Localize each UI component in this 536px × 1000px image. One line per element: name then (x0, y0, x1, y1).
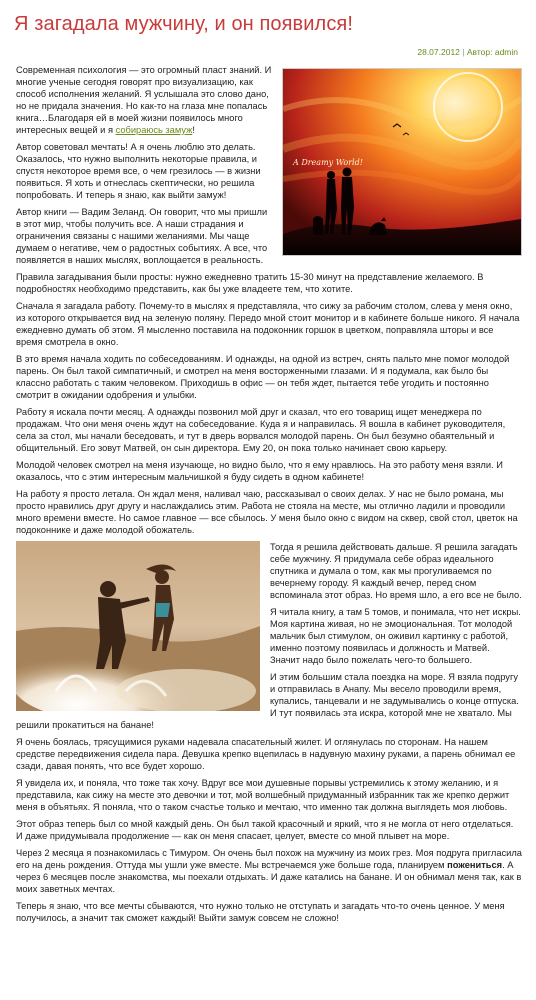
paragraph-3: Автор книги — Вадим Зеланд. Он говорит, что мы пришли в этот мир, чтобы получить все. А наши страдания и ограничения связаны с нашими желаниями. Мы чаще думаем о негативе, чем о радостных событиях. А все, что появляется в наших мыслях, воплощается в реальность. (16, 207, 268, 265)
get-married-bold: пожениться (447, 860, 503, 870)
paragraph-15: Этот образ теперь был со мной каждый день. Он был такой красочный и яркий, что я не могла от него отделаться. И даже придумывала продолжение — как он меня спасает, целует, вместе со мной плывет на море. (16, 819, 514, 841)
paragraph-9: На работу я просто летала. Он ждал меня, наливал чаю, рассказывал о своих делах. У нас не было романа, мы просто нравились друг другу и наслаждались этим. Работа не стояла на месте, мы отлично ладили и проводили много времени вместе. Но самое главное — все сбылось. У меня было окно с видом на сквер, свой стол, цветок на подоконнике и даже молодой обожатель. (16, 489, 518, 535)
paragraph-16: Через 2 месяца я познакомилась с Тимуром. Он очень был похож на мужчину из моих грез. Моя подруга пригласила его на день рождения. Оттуда мы ушли уже вместе. Мы встречаемся уже больше года, планируем пожениться. А через 6 месяцев после знакомства, мы поехали отдыхать. И даже катались на банане. И он обнимал меня так, как в моих заветных мечтах. (16, 848, 522, 894)
paragraph-10: Тогда я решила действовать дальше. Я решила загадать себе мужчину. Я придумала себе образ идеального спутника и думала о том, как мы прогуливаемся по вечернему городу. Я каждый вечер, перед сном вспоминала этот образ. Но время шло, а его все не было. (270, 542, 522, 600)
meta-separator: | (462, 47, 465, 57)
paragraph-13: Я очень боялась, трясущимися руками надевала спасательный жилет. И оглянулась по сторонам. На нашем средстве передвижения сидела пара. Девушка крепко вцепилась в надувную махину руками, а парень обнимал ее сзади, давая понять, что все будет хорошо. (16, 737, 516, 771)
article-author[interactable]: Автор: admin (466, 47, 518, 57)
paragraph-4: Правила загадывания были просты: нужно ежедневно тратить 15-30 минут на представление желаемого. В подробностях необходимо представить, как бы уже владеете тем, что хотите. (16, 272, 484, 294)
paragraph-17: Теперь я знаю, что все мечты сбываются, что нужно только не отступать и загадать что-то очень ценное. У меня получилось, а значит так сможет каждый! Выйти замуж совсем не сложно! (16, 901, 505, 923)
paragraph-11: Я читала книгу, а там 5 томов, и понимала, что нет искры. Моя картина живая, но не эмоциональная. Тот молодой мальчик был стимулом, он оживил картинку с работой, именно поэтому появилась и должность и Матвей. Значит надо было пожелать чего-то большего. (270, 607, 521, 665)
image-watermark: A Dreamy World! (293, 158, 363, 167)
paragraph-14: Я увидела их, и поняла, что тоже так хочу. Вдруг все мои душевные порывы устремились к этому желанию, и я представила, как сижу на месте это девочки и тот, мой волшебный придуманный избранник так же крепко держит меня в объятьях. Я поняла, что о таком счастье только и мечтаю, что именно так должна выглядеть моя любовь. (16, 778, 510, 812)
paragraph-2: Автор советовал мечтать! А я очень люблю это делать. Оказалось, что нужно выполнить некоторые правила, и спустя некоторое время все, о чем грезилось — в жизни появиться. Я хоть и отнеслась скептически, но решила попробовать. И теперь я знаю, как выйти замуж! (16, 142, 261, 200)
paragraph-8: Молодой человек смотрел на меня изучающе, но видно было, что я ему нравлюсь. На это работу меня взяли. И оказалось, что с этим интересным мальчишкой я буду сидеть в одном кабинете! (16, 460, 503, 482)
beach-couple-image (16, 541, 260, 711)
article-meta (417, 47, 518, 57)
article-body (16, 64, 522, 929)
article-date: 28.07.2012 (417, 47, 460, 57)
paragraph-12: И этим большим стала поездка на море. Я взяла подругу и отправилась в Анапу. Мы весело проводили время, купались, танцевали и не задумывались о конце отпуска. И тут появилась эта искра, которой мне не хватало. Мы решили прокатиться на банане! (16, 672, 519, 730)
paragraph-6: В это время начала ходить по собеседованиям. И однажды, на одной из встреч, снять пальто мне помог молодой парень. Он был такой симпатичный, и смотрел на меня восторженными глазами. И я подумала, как было бы классно работать с таким человеком. Приходишь в офис — он тебя ждет, пытается тебе угодить и постоянно смотрит в ожидании одобрения и улыбки. (16, 354, 510, 400)
article-title[interactable]: Я загадала мужчину, и он появился! (14, 13, 354, 35)
paragraph-1: Современная психология — это огромный пласт знаний. И многие ученые сегодня говорят про визуализацию, как способ исполнения желаний. Я услышала это слово дано, но не придала значения. Но как-то на глаза мне попалась книга…Благодаря ей в моей жизни появилось много интересных вещей и я собираюсь замуж! (16, 65, 272, 135)
get-married-link[interactable]: собираюсь замуж (115, 125, 193, 135)
paragraph-7: Работу я искала почти месяц. А однажды позвонил мой друг и сказал, что его товарищ ищет менеджера по продажам. Что они меня очень ждут на собеседование. Куда я и направилась. Я вошла в кабинет руководителя, села за стол, мы начали беседовать, и тут в дверь ворвался молодой парень. Он был безумно обаятельный и общительный. Его зовут Матвей, он сын директора. Ему 20, он пока только начинает свою карьеру. (16, 407, 506, 453)
paragraph-5: Сначала я загадала работу. Почему-то в мыслях я представляла, что сижу за рабочим столом, слева у меня окно, из которого открывается вид на зеленую поляну. Передо мной стоит монитор и в кабинете больше никого. Я начала ежедневно думать об этом. Я мысленно поставила на подоконник горшок в цветком, поправляла шторы и все время смотрела в окно. (16, 301, 520, 347)
sunset-couple-image (282, 68, 522, 256)
